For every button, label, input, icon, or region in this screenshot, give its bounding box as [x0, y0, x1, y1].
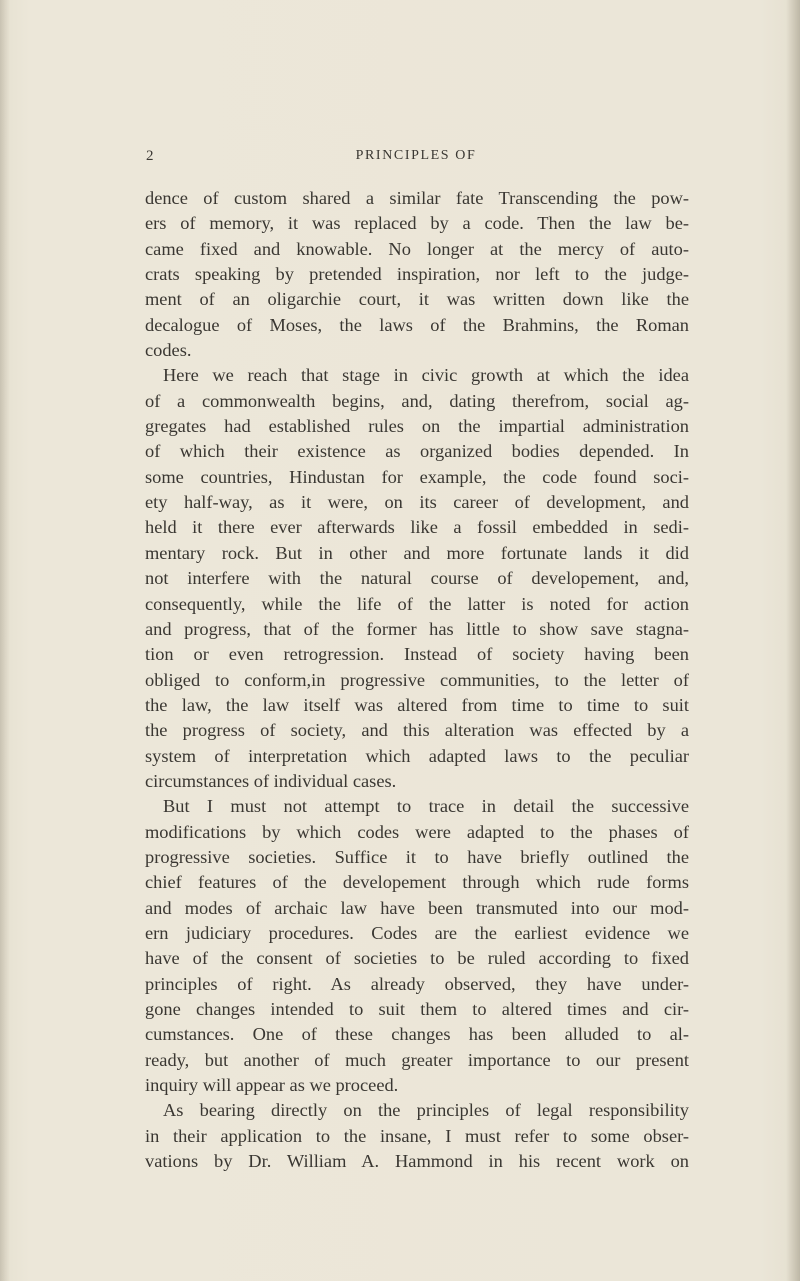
text-line: some countries, Hindustan for example, the code found soci-	[145, 466, 689, 487]
text-line: mentary rock. But in other and more fortunate lands it did	[145, 542, 689, 563]
text-line: inquiry will appear as we proceed.	[145, 1075, 399, 1096]
page-binding-shadow-right	[786, 0, 800, 1281]
text-line: the law, the law itself was altered from time to time to suit	[145, 694, 689, 715]
text-line: of a commonwealth begins, and, dating therefrom, social ag-	[145, 390, 689, 411]
text-line: ety half-way, as it were, on its career of development, and	[145, 492, 689, 513]
text-line: held it there ever afterwards like a fossil embedded in sedi-	[145, 517, 689, 538]
text-line: obliged to conform,in progressive communities, to the letter of	[145, 669, 689, 690]
paragraph-start-line: As bearing directly on the principles of legal responsibility	[163, 1100, 689, 1121]
text-line: of which their existence as organized bodies depended. In	[145, 441, 689, 462]
text-line: and modes of archaic law have been transmuted into our mod-	[145, 897, 689, 918]
text-line: consequently, while the life of the latter is noted for action	[145, 593, 689, 614]
text-line: came fixed and knowable. No longer at the mercy of auto-	[145, 238, 689, 259]
text-line: and progress, that of the former has little to show save stagna-	[145, 618, 689, 639]
text-line: have of the consent of societies to be ruled according to fixed	[145, 948, 689, 969]
text-line: crats speaking by pretended inspiration, nor left to the judge-	[145, 264, 689, 285]
text-line: principles of right. As already observed, they have under-	[145, 973, 689, 994]
text-line: not interfere with the natural course of developement, and,	[145, 568, 689, 589]
body-text	[145, 186, 689, 1174]
text-line: dence of custom shared a similar fate Transcending the pow-	[145, 188, 689, 208]
text-line: system of interpretation which adapted laws to the peculiar	[145, 745, 689, 766]
page-header	[146, 148, 686, 172]
running-head: PRINCIPLES OF	[355, 148, 477, 163]
text-line: ern judiciary procedures. Codes are the earliest evidence we	[145, 922, 689, 943]
paragraph-start-line: But I must not attempt to trace in detail the successive	[163, 796, 689, 817]
text-line: codes.	[145, 340, 192, 361]
text-line: tion or even retrogression. Instead of society having been	[145, 644, 689, 665]
text-line: cumstances. One of these changes has been alluded to al-	[145, 1024, 689, 1045]
text-line: gregates had established rules on the impartial administration	[145, 416, 689, 437]
paragraph-start-line: Here we reach that stage in civic growth at which the idea	[163, 365, 689, 386]
text-line: ers of memory, it was replaced by a code. Then the law be-	[145, 213, 689, 234]
text-line: decalogue of Moses, the laws of the Brahmins, the Roman	[145, 314, 689, 335]
text-line: the progress of society, and this alteration was effected by a	[145, 720, 689, 741]
text-line: ment of an oligarchie court, it was written down like the	[145, 289, 689, 310]
text-line: circumstances of individual cases.	[145, 770, 397, 791]
text-line: gone changes intended to suit them to altered times and cir-	[145, 999, 689, 1019]
page-number: 2	[146, 148, 154, 164]
page-binding-shadow-left	[0, 0, 10, 1281]
text-line: modifications by which codes were adapted to the phases of	[145, 821, 689, 842]
text-line: in their application to the insane, I must refer to some obser-	[145, 1125, 689, 1146]
text-line: ready, but another of much greater importance to our present	[145, 1049, 689, 1070]
text-line: chief features of the developement through which rude forms	[145, 872, 689, 893]
text-line: progressive societies. Suffice it to have briefly outlined the	[145, 846, 689, 867]
text-line: vations by Dr. William A. Hammond in his recent work on	[145, 1151, 689, 1172]
